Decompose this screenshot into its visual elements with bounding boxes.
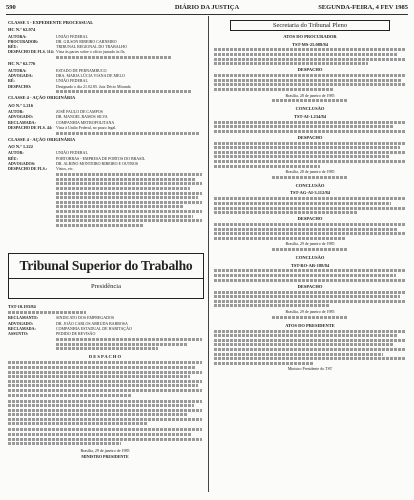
- record-field: AUTOR: JOSÉ PAULO DE CAMPOS: [8, 109, 103, 115]
- item-date: Brasília, 29 de janeiro de 1985: [285, 241, 335, 247]
- record-field: RÉ: UNIÃO FEDERAL: [8, 78, 88, 84]
- record-field: RECLAMANTE: SINDICATO DOS EMPREGADOS: [8, 315, 115, 321]
- record-body: [56, 338, 202, 350]
- section-heading: CLASSE 4 - AÇÃO ORIGINÁRIA: [8, 95, 76, 101]
- record-field: RÉU: TRIBUNAL REGIONAL DO TRABALHO: [8, 44, 127, 50]
- record-body: [56, 173, 202, 227]
- tst-title-box: [8, 253, 204, 299]
- left-column-bottom: [8, 302, 202, 496]
- record-field: AUTOR: UNIÃO FEDERAL: [8, 150, 88, 156]
- record-field: DESPACHO: Designado o dia 21.02.85. Juiz Décio Miranda: [8, 83, 131, 89]
- record-field: RÉU: PORTOBRAS - EMPRESA DE PORTOS DO BRASIL: [8, 155, 146, 161]
- record-field: ASSUNTO: PEDIDO DE REVISÃO: [8, 331, 96, 337]
- text-line: [56, 90, 192, 93]
- record-field: AUTORA: UNIÃO FEDERAL: [8, 33, 88, 39]
- item-date: Brasília, 28 de janeiro de 1985: [285, 169, 335, 175]
- record-field: ADVOGADA: DRA. MARIA LÚCIA VIANA DE MELO: [8, 72, 125, 78]
- item-id: TST-MS-25.088/84: [292, 41, 328, 47]
- tst-title: Tribunal Superior do Trabalho: [19, 258, 193, 273]
- item-tag: DESPACHO: [297, 67, 323, 73]
- section-heading: CLASSE 3 - EXPEDIENTE PROCESSUAL: [8, 20, 94, 25]
- issue-date: SEGUNDA-FEIRA, 4 FEV 1985: [318, 4, 408, 11]
- item-date: Brasília, 29 de janeiro de 1985: [285, 308, 335, 314]
- record-field: DESPACHO DE FLS. 44: Vista à União Federal, no prazo legal.: [8, 124, 117, 130]
- record-head: AO N.º 1.216: [8, 102, 33, 108]
- page-header: [6, 4, 408, 14]
- record-field: PROCURADOR: DR. GILSON RIBEIRO CARNEIRO: [8, 38, 117, 44]
- record-head: HC N.º 62.776: [8, 61, 36, 67]
- text-line: [8, 311, 86, 314]
- record-field: ADVOGADO: DR. JOÃO CARLOS ARRUDA BARBOSA: [8, 320, 128, 326]
- item-tag: DESPACHO: [297, 134, 323, 140]
- item-head: ATOS DO PRESIDENTE: [285, 322, 335, 328]
- item-id: TST-AI-1.234/84: [294, 113, 326, 119]
- item-tag: DESPACHO: [297, 216, 323, 222]
- text-line: [56, 132, 200, 135]
- record-field: DESPACHO DE FLS.: Vistos, etc.: [8, 166, 74, 172]
- tst-subtitle: Presidência: [91, 283, 121, 290]
- left-column-top: [8, 18, 202, 250]
- item-tag: DESPACHO: [297, 283, 323, 289]
- record-head: HC N.º 62.974: [8, 27, 36, 33]
- title-rule: [9, 278, 203, 279]
- despacho-title: D E S P A C H O: [88, 354, 122, 360]
- journal-title: DIÁRIO DA JUSTIÇA: [174, 4, 240, 11]
- record-head: AO N.º 1.222: [8, 144, 33, 150]
- page-number: 590: [6, 4, 16, 11]
- section-box-title: Secretaria do Tribunal Pleno: [230, 20, 390, 31]
- record-field: DESPACHO DE FLS. 114: Vista às partes sobre o ofício juntado às fls.: [8, 49, 126, 55]
- item-head: CONCLUSÃO: [295, 183, 325, 189]
- column-divider: [208, 16, 209, 492]
- item-id: TST-AG-AI-3.112/84: [290, 190, 330, 196]
- record-field: RECLAMADA: COMPANHIA METROPOLITANA: [8, 119, 115, 125]
- record-field: AUTORA: ESTADO DE PERNAMBUCO: [8, 67, 107, 73]
- item-id: TST-RO-AR-188/84: [290, 262, 330, 268]
- signature: Ministro Presidente do TST: [287, 366, 333, 372]
- text-line: [56, 56, 172, 59]
- item-head: CONCLUSÃO: [295, 255, 325, 261]
- date-line: Brasília, 29 de janeiro de 1985: [80, 448, 130, 454]
- item-date: Brasília, 28 de janeiro de 1985: [285, 92, 335, 98]
- section-heading: CLASSE 4 - AÇÃO ORIGINÁRIA: [8, 136, 76, 142]
- process-id: TST-10.193/84: [8, 304, 36, 309]
- item-head: CONCLUSÃO: [295, 106, 325, 112]
- right-column: [214, 18, 406, 496]
- record-field: RECLAMADA: COMPANHIA ESTADUAL DE HABITAÇÃO: [8, 326, 132, 332]
- signature: MINISTRO PRESIDENTE: [81, 453, 129, 459]
- header-rule: [6, 14, 408, 15]
- item-head: ATOS DO PROCURADOR: [283, 34, 337, 40]
- record-field: ADVOGADO: DR. MANOEL RAMOS SILVA: [8, 114, 108, 120]
- record-field: ADVOGADOS: DR. ALBINO MONTEIRO RIBEIRO E OUTROS: [8, 161, 138, 167]
